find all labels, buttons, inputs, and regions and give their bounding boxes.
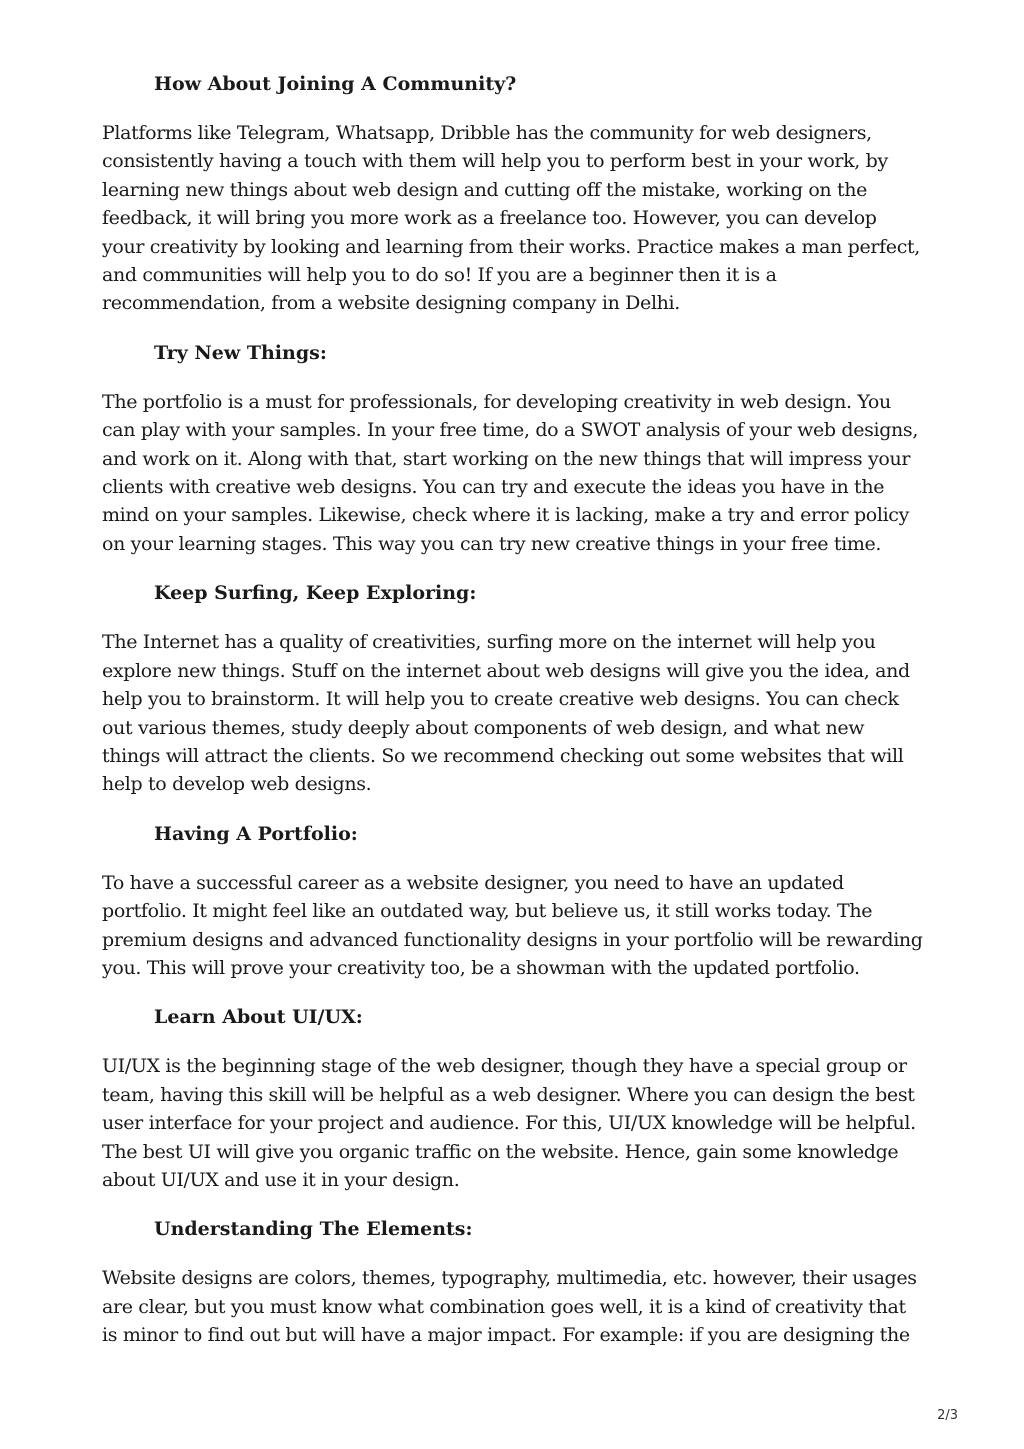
document-content xyxy=(102,70,924,1371)
section-heading: Understanding The Elements: xyxy=(154,1218,473,1241)
section-paragraph: Platforms like Telegram, Whatsapp, Dribble has the community for web designers, consistently having a touch with them will help you to perform best in your work, by learning new things about web design and cutting off the mistake, working on the feedback, it will bring you more work as a freelance too. However, you can develop your creativity by looking and learning from their works. Practice makes a man perfect, and communities will help you to do so! If you are a beginner then it is a recommendation, from a website designing company in Delhi. xyxy=(102,122,920,315)
section-paragraph: Website designs are colors, themes, typography, multimedia, etc. however, their usages are clear, but you must know what combination goes well, it is a kind of creativity that is minor to find out but will have a major impact. For example: if you are designing the xyxy=(102,1267,917,1347)
section-heading: Having A Portfolio: xyxy=(154,822,358,845)
section-paragraph: UI/UX is the beginning stage of the web designer, though they have a special group or team, having this skill will be helpful as a web designer. Where you can design the best user interface for your project and audience. For this, UI/UX knowledge will be helpful. The best UI will give you organic traffic on the website. Hence, gain some knowledge about UI/UX and use it in your design. xyxy=(102,1055,916,1191)
section-keep-surfing xyxy=(102,579,924,798)
section-heading: Try New Things: xyxy=(154,341,327,364)
section-heading: How About Joining A Community? xyxy=(154,73,517,95)
page-number: 2/3 xyxy=(937,1408,958,1423)
section-paragraph: The Internet has a quality of creativities, surfing more on the internet will help you explore new things. Stuff on the internet about web designs will give you the idea, and help you to brainstorm. It will help you to create creative web designs. You can check out various themes, study deeply about components of web design, and what new things will attract the clients. So we recommend checking out some websites that will help to develop web designs. xyxy=(102,631,910,796)
section-heading: Keep Surfing, Keep Exploring: xyxy=(154,582,477,605)
section-elements xyxy=(102,1215,924,1349)
section-try-new-things xyxy=(102,339,924,558)
section-heading: Learn About UI/UX: xyxy=(154,1006,363,1029)
section-ui-ux xyxy=(102,1003,924,1194)
section-joining-community xyxy=(102,70,924,318)
section-paragraph: The portfolio is a must for professionals, for developing creativity in web design. You can play with your samples. In your free time, do a SWOT analysis of your web designs, and work on it. Along with that, start working on the new things that will impress your clients with creative web designs. You can try and execute the ideas you have in the mind on your samples. Likewise, check where it is lacking, make a try and error policy on your learning stages. This way you can try new creative things in your free time. xyxy=(102,390,919,555)
section-portfolio xyxy=(102,820,924,983)
section-paragraph: To have a successful career as a website designer, you need to have an updated portfolio. It might feel like an outdated way, but believe us, it still works today. The premium designs and advanced functionality designs in your portfolio will be rewarding you. This will prove your creativity too, be a showman with the updated portfolio. xyxy=(102,871,923,979)
